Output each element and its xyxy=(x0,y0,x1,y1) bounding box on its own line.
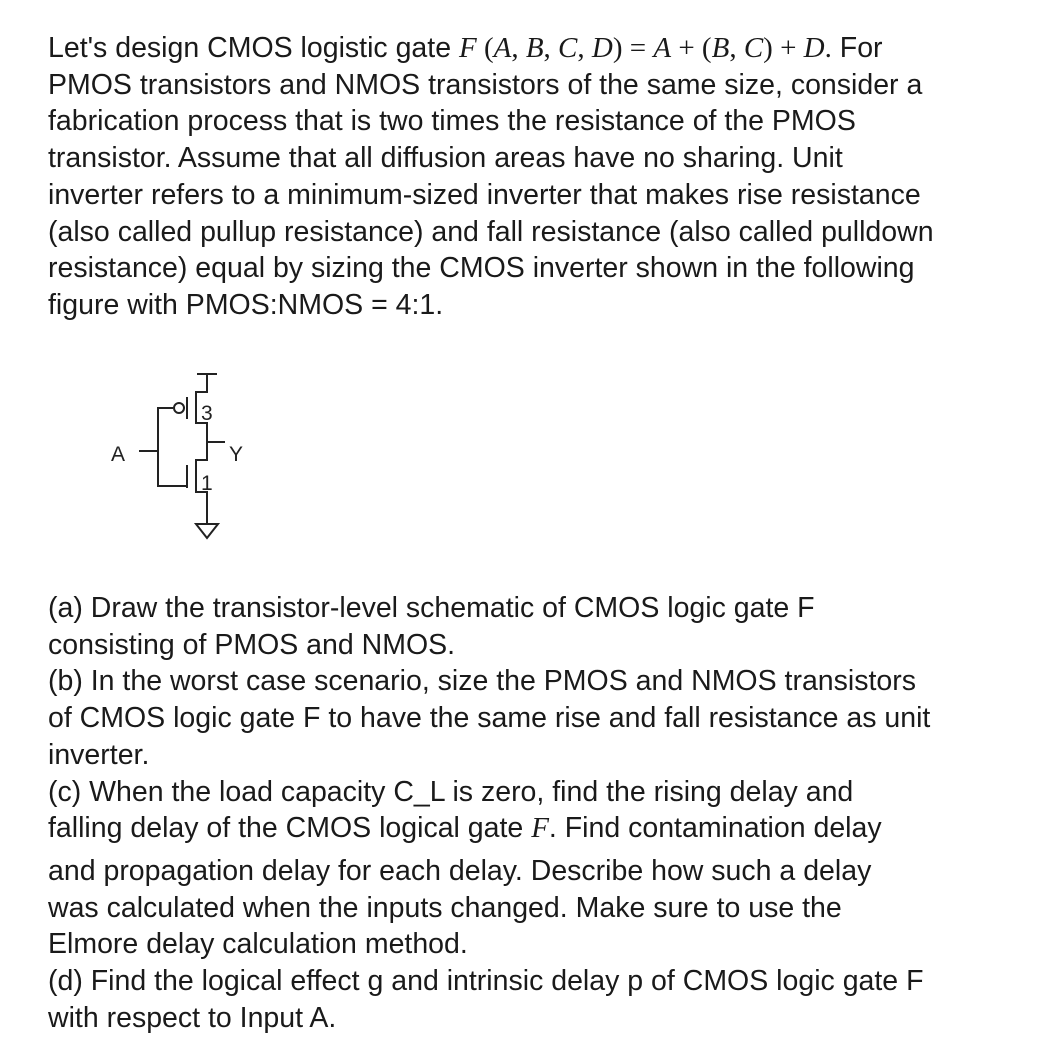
nmos-size-label: 1 xyxy=(201,472,213,495)
intro-line-8: figure with PMOS:NMOS = 4:1. xyxy=(48,288,444,321)
question-d-line-2: with respect to Input A. xyxy=(48,1001,337,1034)
input-label-A: A xyxy=(111,443,126,466)
question-c-line-2: falling delay of the CMOS logical gate F. Find contamination delay xyxy=(48,812,882,845)
question-b-line-1: (b) In the worst case scenario, size the PMOS and NMOS transistors xyxy=(48,665,916,698)
question-d-line-1: (d) Find the logical effect g and intrinsic delay p of CMOS logic gate F xyxy=(48,965,924,998)
pmos-bubble xyxy=(174,403,184,413)
question-c-line-1: (c) When the load capacity C_L is zero, find the rising delay and xyxy=(48,775,854,808)
ground-icon xyxy=(196,524,218,538)
intro-line-7: resistance) equal by sizing the CMOS inverter shown in the following xyxy=(48,252,915,285)
intro-line-2: PMOS transistors and NMOS transistors of the same size, consider a xyxy=(48,68,923,101)
boolean-formula: F (A, B, C, D) = A + (B, C) + D. xyxy=(458,32,832,64)
question-a-line-1: (a) Draw the transistor-level schematic of CMOS logic gate F xyxy=(48,592,815,624)
intro-line-6: (also called pullup resistance) and fall resistance (also called pulldown xyxy=(48,215,934,248)
question-b-line-2: of CMOS logic gate F to have the same rise and fall resistance as unit xyxy=(48,702,931,735)
intro-line-5: inverter refers to a minimum-sized inverter that makes rise resistance xyxy=(48,178,921,211)
question-c-line-4: was calculated when the inputs changed. Make sure to use the xyxy=(48,891,842,924)
pmos-size-label: 3 xyxy=(201,402,213,425)
question-a-line-2: consisting of PMOS and NMOS. xyxy=(48,628,456,661)
question-b-line-3: inverter. xyxy=(48,738,150,771)
intro-line-3: fabrication process that is two times the resistance of the PMOS xyxy=(48,105,856,138)
question-c-line-5: Elmore delay calculation method. xyxy=(48,928,468,961)
questions-list xyxy=(48,590,1023,1036)
cmos-inverter-schematic xyxy=(100,360,270,560)
intro-line-1: Let's design CMOS logistic gate F (A, B, C, D) = A + (B, C) + D. For xyxy=(48,32,883,64)
output-label-Y: Y xyxy=(229,443,244,466)
question-c-line-3: and propagation delay for each delay. Describe how such a delay xyxy=(48,854,872,887)
intro-paragraph xyxy=(48,30,1018,324)
intro-line-4: transistor. Assume that all diffusion areas have no sharing. Unit xyxy=(48,142,843,175)
